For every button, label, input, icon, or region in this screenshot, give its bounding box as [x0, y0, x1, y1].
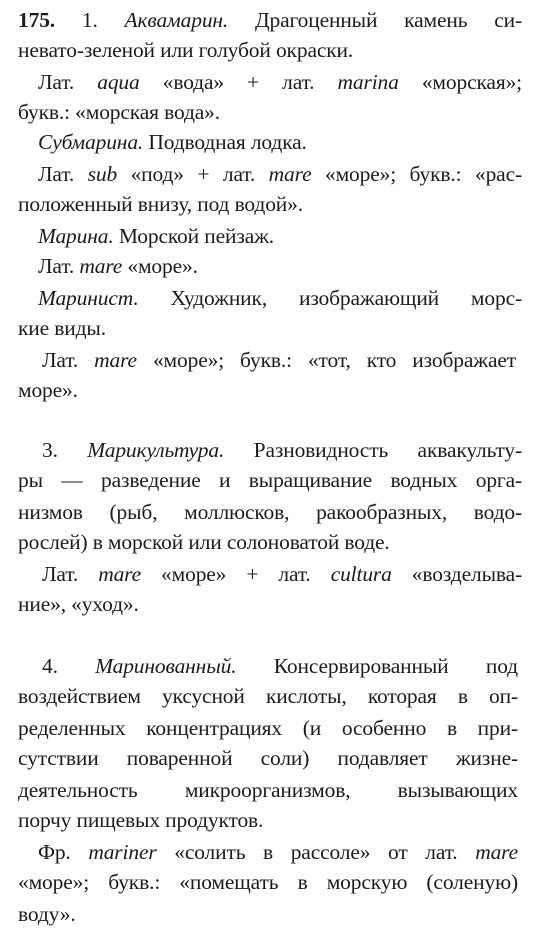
text-run: «море»; букв.: «тот, кто изображает — [136, 348, 516, 372]
text-run: «море»; букв.: «рас- — [311, 162, 522, 186]
italic-term: mare — [94, 348, 137, 372]
text-run: положенный внизу, под водой». — [18, 192, 303, 216]
text-run: Фр. — [38, 840, 89, 864]
text-line — [42, 652, 518, 680]
text-run: «море»; букв.: «помещать в морскую (соленую) — [18, 870, 518, 894]
text-run: Лат. — [38, 162, 88, 186]
text-run: Лат. — [42, 348, 95, 372]
text-run: «вода» + лат. — [139, 70, 338, 94]
text-line — [18, 590, 522, 618]
text-line — [38, 160, 522, 188]
text-line — [18, 190, 522, 218]
text-run: низмов (рыб, моллюсков, ракообразных, водо- — [18, 500, 522, 524]
italic-term: Марина. — [38, 224, 114, 248]
text-line — [18, 806, 518, 834]
text-run: море». — [18, 378, 78, 402]
text-run: 1. — [81, 8, 125, 32]
text-run: ние», «уход». — [18, 592, 139, 616]
text-run: Разновидность аквакульту- — [224, 438, 522, 462]
text-run: деятельность микроорганизмов, вызывающих — [18, 778, 518, 802]
text-run: «море» + лат. — [140, 562, 331, 586]
text-line — [18, 98, 522, 126]
text-run: Художник, изображающий морс- — [138, 286, 522, 310]
text-line — [38, 284, 522, 312]
italic-term: Марикультура. — [87, 438, 225, 462]
text-run: Лат. — [38, 70, 98, 94]
text-run: «море». — [122, 254, 198, 278]
text-run: Консервированный под — [236, 654, 518, 678]
italic-term: cultura — [330, 562, 392, 586]
italic-term: Аквамарин. — [124, 8, 229, 32]
text-run: сутствии поваренной соли) подавляет жизне- — [18, 746, 518, 770]
text-line — [38, 838, 518, 866]
italic-term: Маринист. — [38, 286, 139, 310]
text-line — [18, 6, 522, 34]
italic-term: mare — [79, 254, 123, 278]
text-run: ределенных концентрациях (и особенно в при- — [18, 716, 518, 740]
text-run: букв.: «морская вода». — [18, 100, 220, 124]
text-run: «морская»; — [398, 70, 522, 94]
text-run: кие виды. — [18, 316, 106, 340]
text-line — [18, 900, 518, 928]
italic-term: mare — [268, 162, 312, 186]
text-line — [42, 346, 516, 374]
text-run: Лат. — [42, 562, 99, 586]
text-run: Подводная лодка. — [143, 130, 307, 154]
text-line — [18, 776, 518, 804]
text-run: Лат. — [38, 254, 80, 278]
text-run: воду». — [18, 902, 76, 926]
text-run: «возделыва- — [391, 562, 522, 586]
entry-number: 175. — [18, 8, 82, 32]
italic-term: aqua — [97, 70, 140, 94]
text-line — [38, 128, 522, 156]
text-line — [18, 498, 522, 526]
italic-term: mare — [475, 840, 518, 864]
italic-term: mare — [98, 562, 141, 586]
text-run: невато-зеленой или голубой окраски. — [18, 38, 354, 62]
text-run: Морской пейзаж. — [113, 224, 275, 248]
text-run: «под» + лат. — [117, 162, 269, 186]
text-run: рослей) в морской или солоноватой воде. — [18, 530, 390, 554]
text-run: Драгоценный камень си- — [228, 8, 522, 32]
text-line — [18, 314, 522, 342]
text-line — [42, 436, 522, 464]
text-line — [42, 560, 522, 588]
text-line — [38, 222, 522, 250]
text-line — [18, 744, 518, 772]
text-run: порчу пищевых продуктов. — [18, 808, 264, 832]
text-run: 4. — [42, 654, 96, 678]
text-line — [18, 376, 522, 404]
text-line — [18, 868, 518, 896]
text-run: «солить в рассоле» от лат. — [156, 840, 476, 864]
text-run: 3. — [42, 438, 88, 462]
italic-term: Субмарина. — [38, 130, 144, 154]
italic-term: marina — [337, 70, 399, 94]
italic-term: mariner — [88, 840, 157, 864]
text-line — [38, 252, 522, 280]
text-line — [18, 36, 522, 64]
italic-term: sub — [87, 162, 118, 186]
text-line — [18, 682, 518, 710]
italic-term: Маринованный. — [95, 654, 237, 678]
text-line — [18, 528, 522, 556]
text-line — [38, 68, 522, 96]
text-line — [18, 714, 518, 742]
text-run: воздействием уксусной кислоты, которая в оп- — [18, 684, 518, 708]
text-line — [18, 466, 522, 494]
text-run: ры — разведение и выращивание водных орга- — [18, 468, 522, 492]
